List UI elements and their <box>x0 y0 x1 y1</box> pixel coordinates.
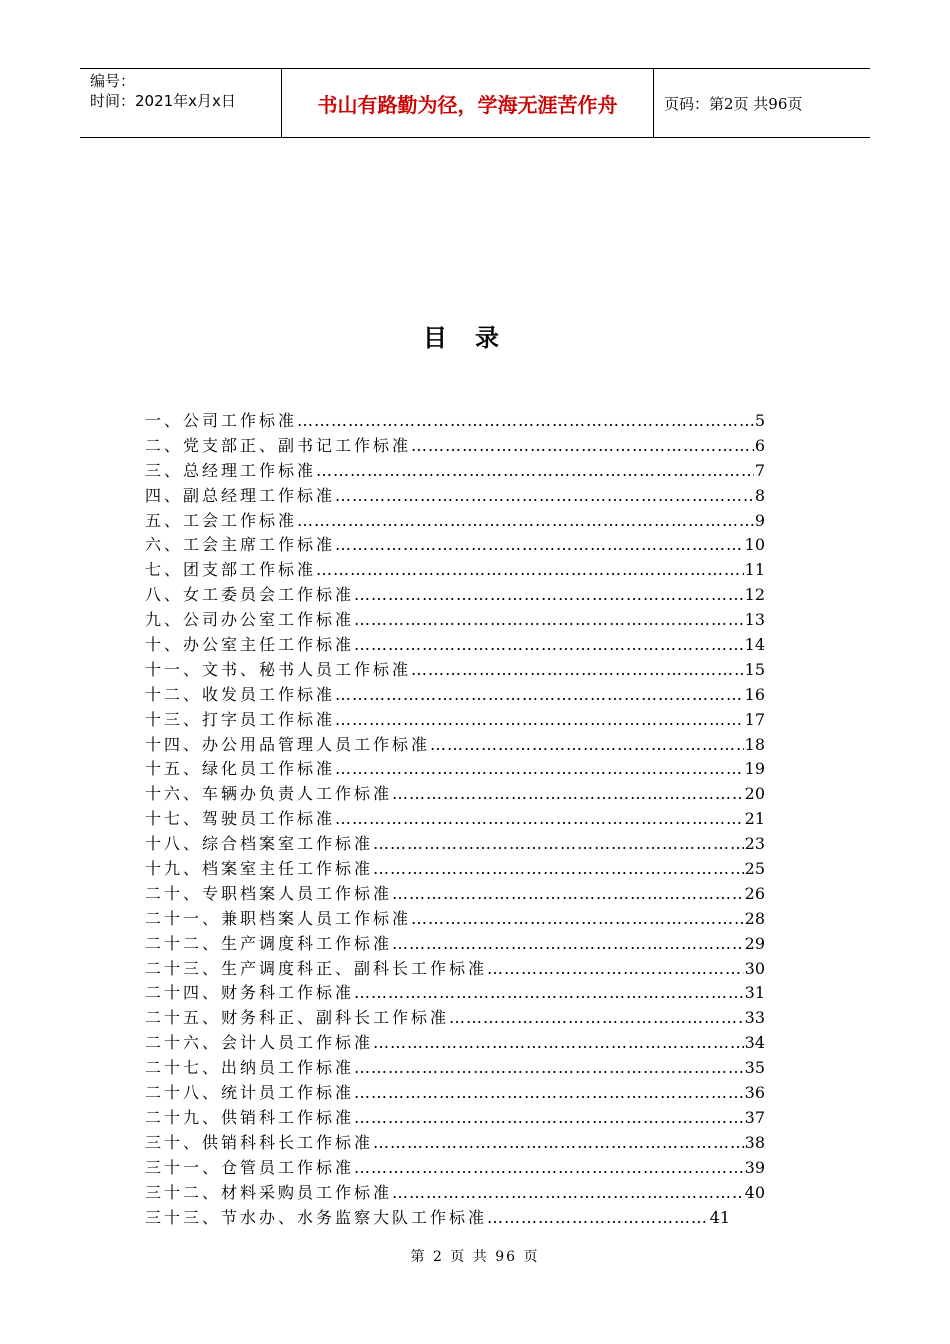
page-footer: 第 2 页 共 96 页 <box>410 1249 540 1265</box>
toc-entry[interactable] <box>145 1156 765 1181</box>
toc-entry[interactable] <box>145 459 765 484</box>
toc-leader-dots <box>487 957 744 982</box>
toc-entry-page: 15 <box>744 659 765 679</box>
toc-leader-dots <box>392 1181 744 1206</box>
toc-entry-page: 25 <box>744 859 765 879</box>
toc-leader-dots <box>354 633 744 658</box>
toc-entry-page: 26 <box>744 883 765 903</box>
toc-entry[interactable] <box>145 583 765 608</box>
toc-leader-dots <box>392 782 744 807</box>
toc-entry-page: 19 <box>744 759 765 779</box>
toc-entry-label: 十一、文书、秘书人员工作标准 <box>145 659 412 679</box>
toc-entry-label: 八、女工委员会工作标准 <box>145 585 355 605</box>
toc-entry-page: 9 <box>754 510 765 530</box>
header-meta <box>80 69 282 137</box>
time-label: 时间：2021年x月x日 <box>90 92 236 110</box>
toc-entry-label: 二十二、生产调度科工作标准 <box>145 933 393 953</box>
toc-entry[interactable] <box>145 633 765 658</box>
toc-entry-label: 二十八、统计员工作标准 <box>145 1083 355 1103</box>
toc-leader-dots <box>316 459 754 484</box>
toc-entry-label: 十五、绿化员工作标准 <box>145 759 336 779</box>
toc-entry-page: 34 <box>744 1033 765 1053</box>
toc-entry[interactable] <box>145 1081 765 1106</box>
toc-leader-dots <box>411 434 754 459</box>
toc-leader-dots <box>354 1081 744 1106</box>
toc-entry-label: 三、总经理工作标准 <box>145 460 317 480</box>
toc-entry-page: 35 <box>744 1058 765 1078</box>
toc-entry-page: 33 <box>744 1008 765 1028</box>
toc-entry-label: 四、副总经理工作标准 <box>145 485 336 505</box>
toc-leader-dots <box>297 409 754 434</box>
toc-entry-page: 38 <box>744 1132 765 1152</box>
toc-entry-page: 23 <box>744 834 765 854</box>
toc-entry-label: 十二、收发员工作标准 <box>145 684 336 704</box>
toc-entry-page: 20 <box>744 784 765 804</box>
toc-entry-page: 17 <box>744 709 765 729</box>
toc-entry-page: 13 <box>744 610 765 630</box>
toc-leader-dots <box>411 907 744 932</box>
toc-entry-page: 14 <box>744 635 765 655</box>
toc-entry[interactable] <box>145 608 765 633</box>
toc-entry[interactable] <box>145 434 765 459</box>
toc-leader-dots <box>373 1131 744 1156</box>
toc-entry-label: 二十五、财务科正、副科长工作标准 <box>145 1008 450 1028</box>
toc-entry[interactable] <box>145 782 765 807</box>
toc-leader-dots <box>316 558 744 583</box>
toc-entry-label: 十九、档案室主任工作标准 <box>145 859 374 879</box>
toc-entry-label: 十三、打字员工作标准 <box>145 709 336 729</box>
toc-leader-dots <box>430 733 744 758</box>
toc-entry-label: 六、工会主席工作标准 <box>145 535 336 555</box>
number-label: 编号： <box>90 72 136 90</box>
toc-entry[interactable] <box>145 484 765 509</box>
toc-entry[interactable] <box>145 1131 765 1156</box>
toc-entry[interactable] <box>145 907 765 932</box>
toc-entry-label: 二十一、兼职档案人员工作标准 <box>145 908 412 928</box>
toc-leader-dots <box>449 1006 744 1031</box>
toc-leader-dots <box>373 857 744 882</box>
toc-entry-page: 39 <box>744 1157 765 1177</box>
toc-entry[interactable] <box>145 1056 765 1081</box>
toc-leader-dots <box>335 533 744 558</box>
toc-entry[interactable] <box>145 708 765 733</box>
toc-leader-dots <box>411 658 744 683</box>
toc-entry[interactable] <box>145 533 765 558</box>
toc-entry[interactable] <box>145 981 765 1006</box>
toc-leader-dots <box>487 1206 709 1231</box>
toc-entry[interactable] <box>145 409 765 434</box>
toc-entry[interactable] <box>145 558 765 583</box>
toc-entry[interactable] <box>145 733 765 758</box>
toc-entry-label: 二、党支部正、副书记工作标准 <box>145 435 412 455</box>
toc-entry-page: 10 <box>744 535 765 555</box>
toc-entry[interactable] <box>145 1106 765 1131</box>
toc-leader-dots <box>335 484 754 509</box>
toc-entry-page: 16 <box>744 684 765 704</box>
toc-entry-page: 12 <box>744 585 765 605</box>
toc-entry-label: 二十九、供销科工作标准 <box>145 1107 355 1127</box>
toc-entry-label: 三十一、仓管员工作标准 <box>145 1157 355 1177</box>
toc-entry-page: 5 <box>754 411 765 430</box>
toc-entry[interactable] <box>145 1206 730 1231</box>
toc-entry[interactable] <box>145 757 765 782</box>
toc-entry-label: 三十三、节水办、水务监察大队工作标准 <box>145 1207 488 1227</box>
toc-entry[interactable] <box>145 807 765 832</box>
toc-entry-label: 二十、专职档案人员工作标准 <box>145 883 393 903</box>
table-of-contents <box>145 409 765 1230</box>
toc-entry-page: 40 <box>744 1182 765 1202</box>
toc-entry-label: 十、办公室主任工作标准 <box>145 635 355 655</box>
toc-entry-page: 7 <box>754 460 765 480</box>
toc-entry-page: 11 <box>744 560 765 580</box>
toc-entry-page: 41 <box>709 1207 730 1227</box>
toc-entry-label: 十七、驾驶员工作标准 <box>145 809 336 829</box>
toc-entry[interactable] <box>145 658 765 683</box>
toc-entry-page: 18 <box>744 734 765 754</box>
toc-entry[interactable] <box>145 932 765 957</box>
toc-leader-dots <box>354 1106 744 1131</box>
toc-entry-page: 29 <box>744 933 765 953</box>
toc-leader-dots <box>373 832 744 857</box>
toc-entry[interactable] <box>145 1181 765 1206</box>
toc-leader-dots <box>392 882 744 907</box>
toc-entry-label: 九、公司办公室工作标准 <box>145 610 355 630</box>
toc-entry-label: 十八、综合档案室工作标准 <box>145 834 374 854</box>
toc-leader-dots <box>354 981 744 1006</box>
toc-entry-label: 十六、车辆办负责人工作标准 <box>145 784 393 804</box>
toc-leader-dots <box>335 757 744 782</box>
toc-leader-dots <box>392 932 744 957</box>
motto: 书山有路勤为径，学海无涯苦作舟 <box>282 69 654 137</box>
toc-entry-label: 七、团支部工作标准 <box>145 560 317 580</box>
toc-entry-label: 五、工会工作标准 <box>145 510 298 530</box>
toc-leader-dots <box>373 1031 744 1056</box>
toc-entry-label: 二十七、出纳员工作标准 <box>145 1058 355 1078</box>
toc-entry-label: 二十六、会计人员工作标准 <box>145 1033 374 1053</box>
toc-entry-page: 21 <box>744 809 765 829</box>
toc-entry[interactable] <box>145 683 765 708</box>
toc-entry-page: 37 <box>744 1107 765 1127</box>
toc-entry-label: 一、公司工作标准 <box>145 411 298 430</box>
toc-leader-dots <box>335 807 744 832</box>
toc-entry[interactable] <box>145 1006 765 1031</box>
header-page-info: 页码：第2页 共96页 <box>664 94 803 113</box>
toc-leader-dots <box>354 583 744 608</box>
toc-entry-page: 28 <box>744 908 765 928</box>
page-title: 目录 <box>423 324 527 352</box>
toc-entry-page: 30 <box>744 958 765 978</box>
toc-entry-page: 31 <box>744 983 765 1003</box>
toc-leader-dots <box>335 708 744 733</box>
toc-leader-dots <box>297 509 754 534</box>
toc-entry-label: 三十、供销科科长工作标准 <box>145 1132 374 1152</box>
toc-leader-dots <box>354 1056 744 1081</box>
toc-leader-dots <box>335 683 744 708</box>
toc-entry[interactable] <box>145 957 765 982</box>
toc-entry[interactable] <box>145 509 765 534</box>
toc-entry-label: 十四、办公用品管理人员工作标准 <box>145 734 431 754</box>
toc-entry[interactable] <box>145 832 765 857</box>
toc-entry[interactable] <box>145 882 765 907</box>
toc-leader-dots <box>354 608 744 633</box>
toc-entry[interactable] <box>145 857 765 882</box>
toc-entry-label: 三十二、材料采购员工作标准 <box>145 1182 393 1202</box>
toc-entry-page: 6 <box>754 435 765 455</box>
toc-leader-dots <box>354 1156 744 1181</box>
toc-entry[interactable] <box>145 1031 765 1056</box>
toc-entry-label: 二十三、生产调度科正、副科长工作标准 <box>145 958 488 978</box>
page-header <box>80 68 870 138</box>
toc-entry-page: 8 <box>754 485 765 505</box>
toc-entry-label: 二十四、财务科工作标准 <box>145 983 355 1003</box>
toc-entry-page: 36 <box>744 1083 765 1103</box>
